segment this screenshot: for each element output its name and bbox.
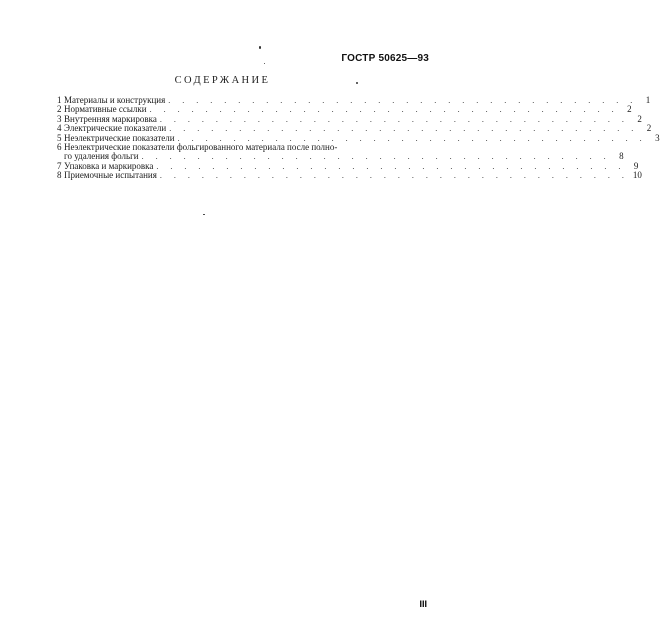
toc-number: 2 (57, 104, 62, 115)
dot-leader: . . . . . . . . . . . . . . . . . . . . . . . . . . . . . . . . . . (168, 96, 638, 105)
page-title: СОДЕРЖАНИЕ (174, 75, 271, 86)
toc-number: 6 (57, 141, 62, 152)
dot-leader: . . . . . . . . . . . . . . . . . . . . . . . . . . . . . . . . . . (156, 161, 626, 171)
toc-page-number: 8 (619, 151, 624, 162)
scan-speck (259, 46, 261, 49)
toc-title: Неэлектрические показатели (64, 132, 175, 143)
toc-page-number: 10 (632, 170, 642, 181)
toc-entry[interactable] (57, 170, 642, 181)
dot-leader: . . . . . . . . . . . . . . . . . . . . . . . . . . . . . . . . . . (159, 114, 629, 124)
toc-page-number: 3 (655, 132, 660, 143)
toc-number: 8 (57, 170, 62, 181)
toc-title: Упаковка и маркировка (64, 160, 154, 171)
scan-speck (264, 63, 265, 64)
dot-leader: . . . . . . . . . . . . . . . . . . . . . . . . . . . . . . . . . . (149, 105, 619, 115)
toc-title: Внутренняя маркировка (64, 113, 157, 124)
dot-leader: . . . . . . . . . . . . . . . . . . . . . . . . . . . . . . . . . . (169, 124, 639, 134)
standard-code: ГОСТР 50625—93 (341, 53, 429, 64)
dot-leader: . . . . . . . . . . . . . . . . . . . . . . . . . . . . . . . . . . (177, 133, 647, 143)
toc-number: 7 (57, 160, 62, 171)
toc-title: Нормативные ссылки (64, 104, 147, 115)
toc-page-number: 2 (646, 123, 652, 134)
toc-title: Неэлектрические показатели фольгированного материала после полно- (64, 141, 338, 152)
scan-speck (203, 214, 205, 215)
toc-number: 4 (57, 123, 62, 134)
toc-number: 3 (57, 113, 62, 124)
dot-leader: . . . . . . . . . . . . . . . . . . . . . . . . . . . . . . . . . . (159, 171, 629, 181)
toc-page-number: 2 (627, 104, 632, 115)
page-folio: III (419, 599, 427, 609)
toc-title: Материалы и конструкция (64, 95, 166, 105)
toc-page-number: 1 (645, 95, 651, 105)
dot-leader: . . . . . . . . . . . . . . . . . . . . . . . . . . . . . . . . . . (141, 152, 611, 162)
toc-title-continuation: го удаления фольги (64, 151, 139, 162)
toc-title: Приемочные испытания (64, 170, 157, 181)
toc-page-number: 2 (637, 113, 642, 124)
table-of-contents (57, 95, 660, 181)
toc-title: Электрические показатели (64, 123, 167, 134)
toc-page-number: 9 (633, 160, 639, 171)
toc-number: 1 (57, 95, 62, 105)
toc-number: 5 (57, 132, 62, 143)
